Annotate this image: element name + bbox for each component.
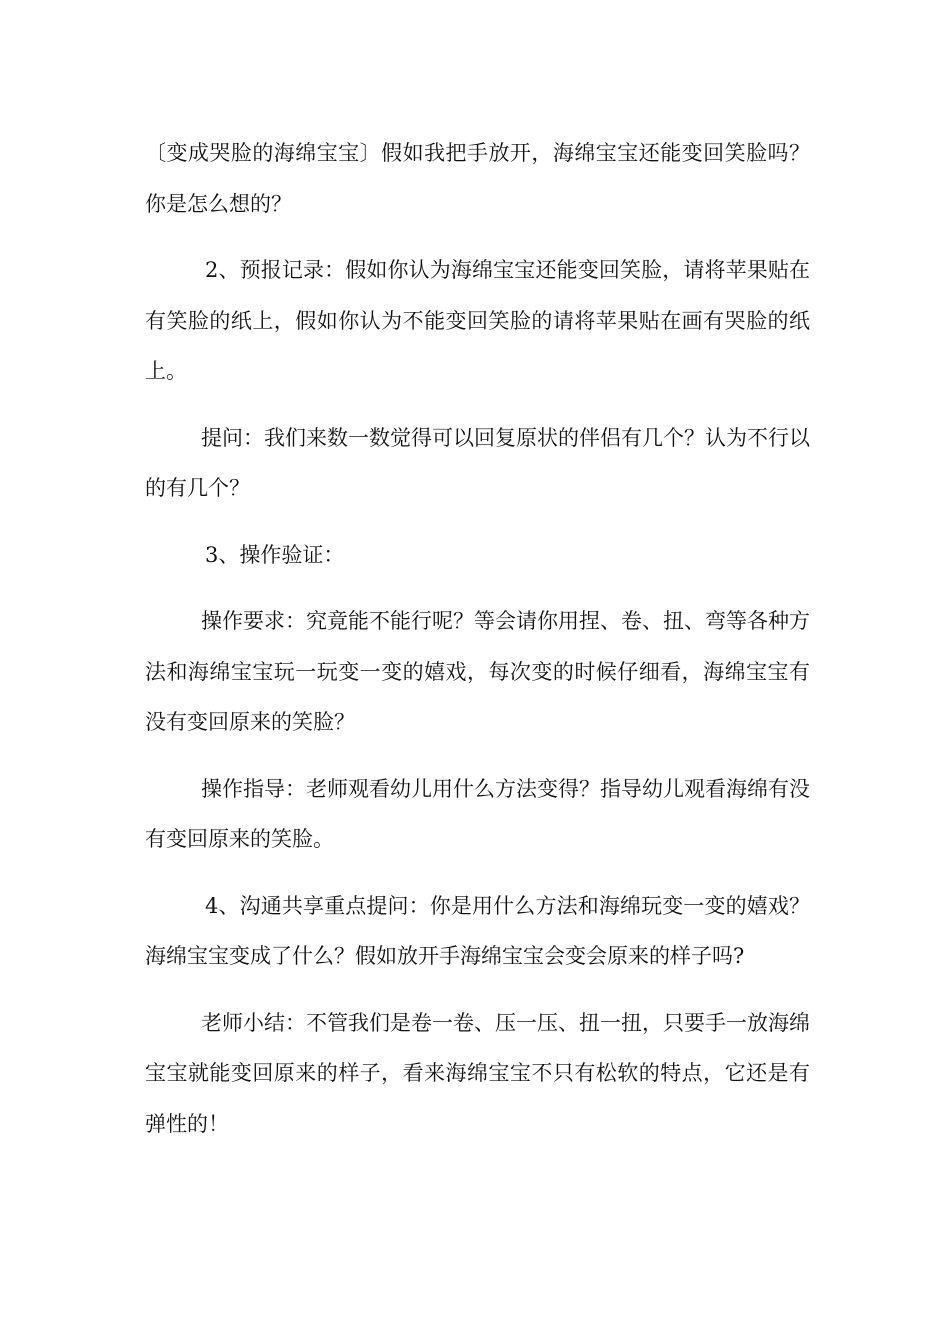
paragraph-operation-verify: 3、操作验证： xyxy=(205,542,345,567)
paragraph-question-count: 提问：我们来数一数觉得可以回复原状的伴侣有几个？认为不行以的有几个？ xyxy=(145,425,810,500)
paragraph-operation-guidance: 操作指导：老师观看幼儿用什么方法变得？指导幼儿观看海绵有没有变回原来的笑脸。 xyxy=(145,776,810,851)
document-body xyxy=(145,128,810,1165)
paragraph-operation-requirements: 操作要求：究竟能不能行呢？等会请你用捏、卷、扭、弯等各种方法和海绵宝宝玩一玩变一变的嬉戏，每次变的时候仔细看，海绵宝宝有没有变回原来的笑脸？ xyxy=(145,609,810,734)
paragraph-sponge-question: 〔变成哭脸的海绵宝宝〕假如我把手放开，海绵宝宝还能变回笑脸吗？你是怎么想的？ xyxy=(145,141,810,216)
paragraph-teacher-summary: 老师小结：不管我们是卷一卷、压一压、扭一扭，只要手一放海绵宝宝就能变回原来的样子，看来海绵宝宝不只有松软的特点，它还是有弹性的！ xyxy=(145,1010,810,1136)
paragraph-sharing-questions: 4、沟通共享重点提问：你是用什么方法和海绵玩变一变的嬉戏？海绵宝宝变成了什么？假如放开手海绵宝宝会变会原来的样子吗? xyxy=(145,893,810,968)
paragraph-prediction-record: 2、预报记录：假如你认为海绵宝宝还能变回笑脸，请将苹果贴在有笑脸的纸上，假如你认为不能变回笑脸的请将苹果贴在画有哭脸的纸上。 xyxy=(145,258,810,383)
